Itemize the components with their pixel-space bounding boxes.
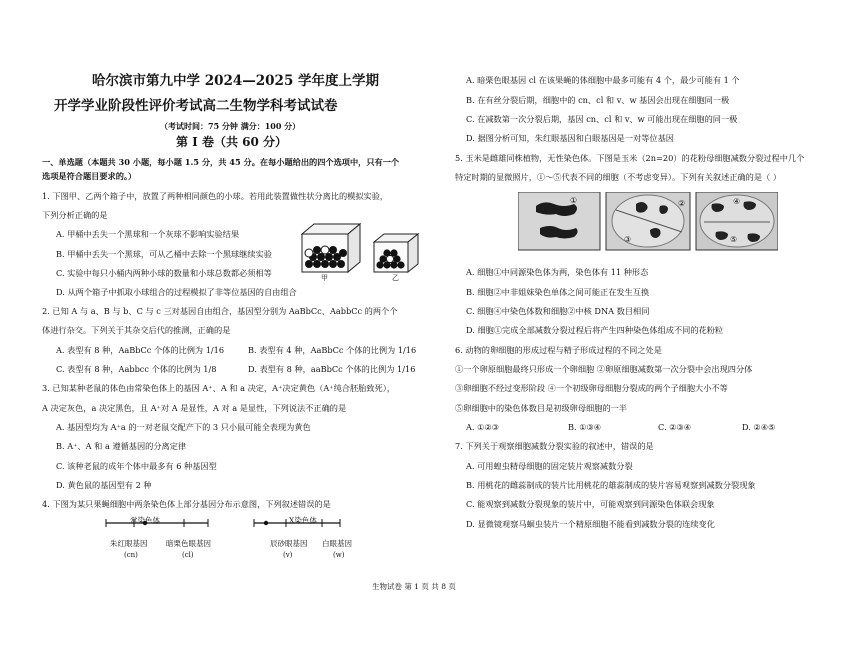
q1-option-a: A. 甲桶中丢失一个黑球和一个灰球不影响实验结果 (56, 229, 240, 239)
q3-stem-line1: 3. 已知某种老鼠的体色由常染色体上的基因 A⁺、A 和 a 决定，A⁺决定黄色（A⁺纯合胚胎致死）， (42, 383, 395, 393)
marker-4: ④ (733, 197, 741, 206)
chr2-label: X染色体 (289, 516, 317, 525)
q2-option-b: B. 表型有 4 种，AaBbCc 个体的比例为 1/16 (248, 345, 417, 355)
q1-boxes-figure (298, 218, 428, 284)
q3-stem-line2: A 决定灰色，a 决定黑色，且 A⁺对 A 是显性，A 对 a 是显性，下列说法不正确的是 (42, 403, 347, 413)
q4-option-a: A. 暗栗色眼基因 cl 在该果蝇的体细胞中最多可能有 4 个，最少可能有 1 个 (466, 75, 740, 85)
q3-option-b: B. A⁺、A 和 a 遵循基因的分离定律 (56, 441, 187, 451)
q5-stem-line2: 特定时期的显微照片，①～⑤代表不同的细胞（不考虑变异）。下列有关叙述正确的是（ ） (455, 172, 782, 182)
q5-option-a: A. 细胞①中同源染色体为两，染色体有 11 种形态 (466, 267, 649, 277)
q2-option-a: A. 表型有 8 种，AaBbCc 个体的比例为 1/16 (56, 345, 225, 355)
gene-w-label: 白眼基因 (322, 539, 352, 548)
q7-option-a: A. 可用蝗虫精母细胞的固定装片观察减数分裂 (466, 461, 633, 471)
q6-stem: 6. 动物的卵细胞的形成过程与精子形成过程的不同之处是 (455, 345, 662, 355)
q1-option-d: D. 从两个箱子中抓取小球组合的过程模拟了非等位基因的自由组合 (56, 287, 297, 297)
section-heading: 第 I 卷（共 60 分） (176, 135, 288, 149)
instruction-line2: 选项是符合题目要求的。） (42, 171, 137, 181)
q6-option-d: D. ②④⑤ (742, 422, 776, 432)
q1-stem-line1: 1. 下图甲、乙两个箱子中，放置了两种相同颜色的小球。若用此装置做性状分离比的模拟实验， (42, 191, 389, 201)
box-yi (374, 234, 418, 272)
q7-option-b: B. 用桃花的雌蕊制成的装片比用桃花的雄蕊制成的装片容易观察到减数分裂现象 (466, 480, 756, 490)
gene-cl-label: 暗栗色眼基因 (166, 539, 211, 548)
q6-option-c: C. ②③④ (658, 422, 692, 432)
q6-statement-3: ⑤卵细胞中的染色体数目是初级卵母细胞的一半 (455, 403, 627, 413)
page-footer: 生物试卷 第 1 页 共 8 页 (372, 582, 456, 591)
q2-stem-line1: 2. 已知 A 与 a、B 与 b、C 与 c 三对基因自由组合，基因型分别为 AaBbCc、AabbCc 的两个个 (42, 306, 398, 316)
chr1-label: 常染色体 (130, 516, 160, 525)
exam-title-line2: 开学学业阶段性评价考试高二生物学科考试试卷 (54, 98, 338, 114)
q5-option-b: B. 细胞②中非姐妹染色单体之间可能正在发生互换 (466, 287, 650, 297)
q4-option-d: D. 据图分析可知，朱红眼基因和白眼基因是一对等位基因 (466, 133, 674, 143)
q6-option-b: B. ①③④ (568, 422, 602, 432)
instruction-line1: 一、单选题（本题共 30 小题，每小题 1.5 分，共 45 分。在每小题给出的四个选项中，只有一个 (42, 157, 400, 167)
box-jia (302, 224, 360, 272)
q5-option-c: C. 细胞④中染色体数和细胞②中核 DNA 数目相同 (466, 306, 650, 316)
q7-option-c: C. 能观察到减数分裂现象的装片中，可能观察到同源染色体联会现象 (466, 499, 715, 509)
q4-option-b: B. 在有丝分裂后期，细胞中的 cn、cl 和 v、w 基因会出现在细胞同一极 (466, 95, 730, 105)
micrograph-1 (518, 192, 600, 250)
box-jia-label: 甲 (321, 274, 328, 282)
gene-cl-symbol: (cl) (182, 551, 194, 559)
q5-micrographs (518, 192, 778, 252)
q4-stem: 4. 下图为某只果蝇细胞中两条染色体上部分基因分布示意图，下列叙述错误的是 (42, 499, 331, 509)
q7-stem: 7. 下列关于观察细胞减数分裂实验的叙述中，错误的是 (455, 441, 654, 451)
q2-option-c: C. 表型有 8 种，Aabbcc 个体的比例为 1/8 (56, 364, 217, 374)
q3-option-d: D. 黄色鼠的基因型有 2 种 (56, 480, 152, 490)
q5-stem-line1: 5. 玉米是雌雄同株植物，无性染色体。下图是玉米（2n=20）的花粉母细胞减数分裂过程中几个 (455, 153, 805, 163)
q1-option-c: C. 实验中每只小桶内两种小球的数量和小球总数都必须相等 (56, 268, 272, 278)
gene-cn-label: 朱红眼基因 (110, 539, 148, 548)
marker-2: ② (678, 199, 686, 208)
box-yi-label: 乙 (392, 274, 399, 282)
q2-option-d: D. 表型有 8 种，aaBbCc 个体的比例为 1/16 (248, 364, 416, 374)
q2-stem-line2: 体进行杂交。下列关于其杂交后代的推测，正确的是 (42, 325, 231, 335)
q5-option-d: D. 细胞①完成全部减数分裂过程后将产生四种染色体组成不同的花粉粒 (466, 325, 724, 335)
gene-v-label: 辰砂眼基因 (270, 539, 308, 548)
q6-option-a: A. ①②③ (466, 422, 500, 432)
gene-w-symbol: (w) (333, 551, 345, 559)
gene-cn-symbol: (cn) (124, 551, 138, 559)
marker-3: ③ (624, 235, 632, 244)
q6-statement-2: ③卵细胞不经过变形阶段 ④一个初级卵母细胞分裂成的两个子细胞大小不等 (455, 383, 728, 393)
q7-option-d: D. 显微镜观察马蛔虫装片一个精原细胞不能看到减数分裂的连续变化 (466, 519, 715, 529)
q6-statement-1: ①一个卵原细胞最终只形成一个卵细胞 ②卵原细胞减数第一次分裂中会出现四分体 (455, 364, 753, 374)
q1-option-b: B. 甲桶中丢失一个黑球，可从乙桶中去除一个黑球继续实验 (56, 249, 272, 259)
gene-v-symbol: (v) (283, 551, 293, 559)
exam-subtitle: （考试时间：75 分钟 满分：100 分） (160, 121, 301, 131)
q3-option-c: C. 该种老鼠的成年个体中最多有 6 种基因型 (56, 461, 217, 471)
q3-option-a: A. 基因型均为 A⁺a 的一对老鼠交配产下的 3 只小鼠可能全表现为黄色 (56, 422, 311, 432)
exam-title-line1: 哈尔滨市第九中学 2024—2025 学年度上学期 (92, 73, 380, 89)
q4-option-c: C. 在减数第一次分裂后期，基因 cn、cl 和 v、w 可能出现在细胞的同一极 (466, 114, 738, 124)
marker-1: ① (570, 196, 578, 205)
q1-stem-line2: 下列分析正确的是 (42, 210, 108, 220)
marker-5: ⑤ (730, 235, 738, 244)
